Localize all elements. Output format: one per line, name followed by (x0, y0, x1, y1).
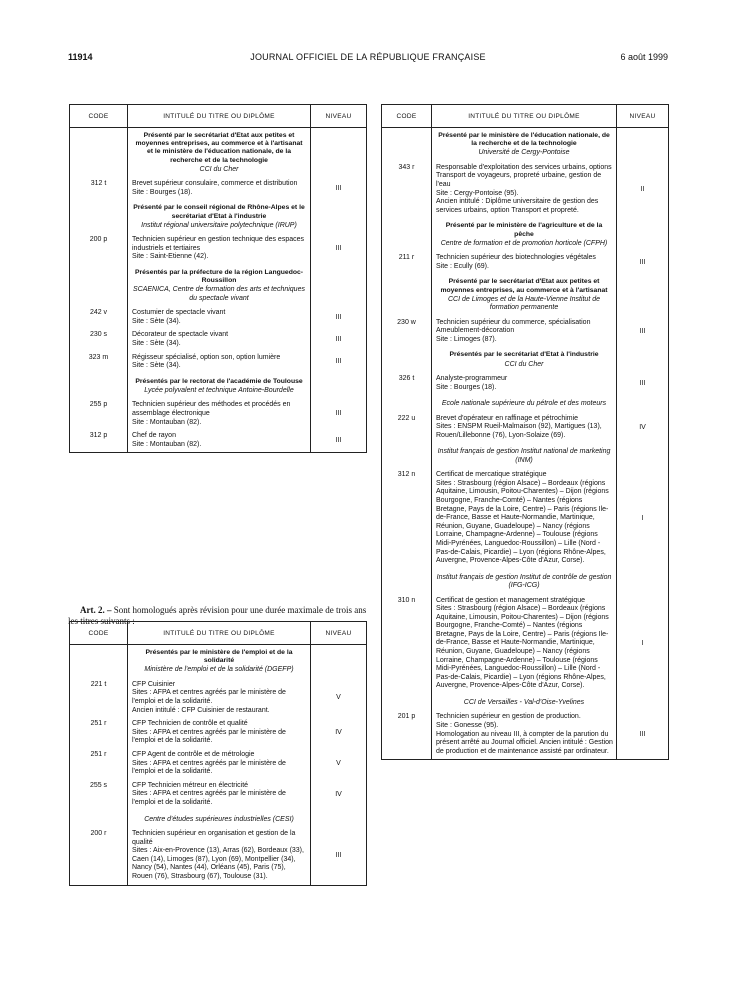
diploma-entry (432, 317, 617, 348)
section-institution: CCI de Limoges et de la Haute-Vienne Institut de formation permanente (447, 295, 601, 312)
diploma-sites: Sites : AFPA et centres agréés par le ministère de l'emploi et de la solidarité. (132, 790, 286, 806)
section-header (128, 374, 311, 400)
section-header (128, 645, 311, 679)
diploma-sites: Site : Sète (34). (132, 340, 181, 347)
diploma-title: CFP Technicien métreur en électricité (132, 781, 249, 789)
diploma-level: V (311, 749, 367, 780)
code-cell (382, 274, 432, 316)
section-header-row (382, 347, 669, 373)
diploma-level: V (311, 679, 367, 718)
code-cell (382, 443, 432, 469)
code-cell (382, 569, 432, 595)
diploma-sites: Sites : AFPA et centres agréés par le ministère de l'emploi et de la solidarité. (132, 689, 286, 705)
section-header-row (382, 218, 669, 252)
diploma-level: III (311, 828, 367, 885)
level-cell (617, 569, 669, 595)
section-presenter: Présentés par le ministère de l'emploi et de la solidarité (145, 649, 293, 665)
diploma-level: III (311, 399, 367, 430)
diploma-entry (128, 234, 311, 265)
diploma-sites: Sites : ENSPM Rueil-Malmaison (92), Martigues (13), Rouen/Lillebonne (76), Lyon-Solaize (69). (436, 423, 602, 439)
level-cell (617, 694, 669, 711)
diploma-sites: Sites : Aix-en-Provence (13), Arras (62), Bordeaux (33), Caen (14), Limoges (87), Lyon (69), Montpellier (34), Nancy (54), Nantes (44), Orléans (45), Paris (75), Rouen (76), Strasbourg (67), Toulouse (31). (132, 847, 304, 880)
diploma-sites: Sites : Strasbourg (région Alsace) – Bordeaux (régions Aquitaine, Limousin, Poitou-Charentes) – Dijon (régions Bourgogne, Franche-Comté) – Nantes (régions Bretagne, Pays de la Loire, Centre) – Paris (régions Ile-de-France, Basse et Haute-Normandie, Martinique, Réunion, Guyane, Guadeloupe) – Nancy (régions Lorraine, Champagne-Ardenne) – Toulouse (régions Midi-Pyrénées, Languedoc-Roussillon) – Lille (Nord - Pas-de-Calais, Picardie) – Lyon (régions Rhône-Alpes, Auvergne, Provence-Alpes-Côte d'Azur, Corse). (436, 479, 609, 565)
diploma-level: III (617, 317, 669, 348)
diploma-title: Costumier de spectacle vivant (132, 309, 226, 317)
diploma-sites: Site : Sète (34). (132, 317, 181, 325)
code-cell (70, 645, 128, 679)
section-header (128, 200, 311, 234)
diploma-entry (128, 430, 311, 453)
diploma-code: 312 t (70, 178, 128, 200)
diploma-sites: Site : Gonesse (95). (436, 722, 499, 730)
level-cell (311, 645, 367, 679)
section-institution: SCAENICA, Centre de formation des arts et techniques du spectacle vivant (133, 286, 305, 302)
section-presenter: Présenté par le secrétariat d'Etat aux petites et moyennes entreprises, au commerce et à l'artisanat (440, 278, 608, 294)
section-header (432, 694, 617, 711)
table-row (70, 679, 367, 718)
diploma-entry (432, 469, 617, 569)
section-header (432, 128, 617, 162)
section-institution: Institut français de gestion Institut national de marketing (INM) (437, 448, 611, 464)
table-row (382, 595, 669, 695)
section-header-row (70, 200, 367, 234)
diploma-level: IV (617, 413, 669, 444)
code-cell (382, 218, 432, 252)
table-row (382, 317, 669, 348)
diploma-title: Technicien supérieur des biotechnologies végétales (436, 254, 596, 262)
diploma-title: Brevet d'opérateur en raffinage et pétrochimie (436, 414, 579, 422)
diploma-level: I (617, 469, 669, 569)
code-cell (382, 347, 432, 373)
diploma-code: 230 w (382, 317, 432, 348)
table-row (70, 307, 367, 329)
section-institution: CCI de Versailles - Val-d'Oise-Yvelines (463, 699, 585, 707)
level-cell (617, 274, 669, 316)
diploma-level: IV (311, 718, 367, 749)
level-cell (311, 374, 367, 400)
table-row (382, 711, 669, 759)
section-header-row (382, 569, 669, 595)
section-header-row (382, 395, 669, 412)
section-presenter: Présenté par le ministère de l'agriculture et de la pêche (445, 222, 603, 238)
diploma-entry (128, 780, 311, 811)
section-header (128, 265, 311, 307)
diploma-code: 310 n (382, 595, 432, 695)
table-row (70, 780, 367, 811)
level-cell (617, 443, 669, 469)
diploma-title: Régisseur spécialisé, option son, option lumière (132, 353, 281, 361)
diploma-code: 312 p (70, 430, 128, 453)
section-presenter: Présentés par le rectorat de l'académie de Toulouse (135, 377, 303, 385)
diploma-title: Décorateur de spectacle vivant (132, 331, 229, 339)
diploma-level: II (617, 162, 669, 219)
section-header (432, 218, 617, 252)
diploma-code: 255 p (70, 399, 128, 430)
diploma-title: Technicien supérieur des méthodes et procédés en assemblage électronique (132, 401, 291, 417)
col-code-header: CODE (70, 622, 128, 645)
table-row (70, 329, 367, 351)
diploma-code: 230 s (70, 329, 128, 351)
code-cell (70, 128, 128, 179)
col-title-header: INTITULÉ DU TITRE OU DIPLÔME (128, 622, 311, 645)
diploma-entry (432, 711, 617, 759)
diploma-sites: Site : Bourges (18). (132, 188, 193, 196)
diploma-code: 312 n (382, 469, 432, 569)
code-cell (70, 265, 128, 307)
col-level-header: NIVEAU (617, 105, 669, 128)
diploma-title: CFP Agent de contrôle et de métrologie (132, 750, 255, 758)
level-cell (617, 395, 669, 412)
diploma-title: Analyste-programmeur (436, 374, 508, 382)
diploma-level: III (617, 252, 669, 274)
diploma-level: III (311, 352, 367, 374)
diploma-sites: Sites : AFPA et centres agréés par le ministère de l'emploi et de la solidarité. (132, 728, 286, 745)
code-cell (382, 395, 432, 412)
section-header (128, 811, 311, 828)
page-header (68, 52, 668, 66)
diploma-title: Technicien supérieur en gestion technique des espaces industriels et tertiaires (132, 236, 305, 252)
table-row (382, 413, 669, 444)
diploma-title: Technicien supérieur en gestion de production. (436, 713, 581, 721)
level-cell (617, 128, 669, 162)
diploma-sites: Site : Montauban (82). (132, 418, 202, 426)
article-label: Art. 2. – (80, 605, 112, 615)
code-cell (70, 374, 128, 400)
diploma-level: III (617, 373, 669, 395)
titles-table-right (381, 104, 669, 760)
section-header-row (382, 128, 669, 162)
section-header-row (70, 811, 367, 828)
section-institution: Université de Cergy-Pontoise (478, 149, 570, 157)
diploma-sites: Sites : Strasbourg (région Alsace) – Bordeaux (régions Aquitaine, Limousin, Poitou-Charentes) – Dijon (régions Bourgogne, Franche-Comté) – Nantes (régions Bretagne, Pays de la Loire, Centre) – Paris (régions Ile-de-France, Basse et Haute-Normandie, Martinique, Réunion, Guyane, Guadeloupe) – Nancy (régions Lorraine, Champagne-Ardenne) – Toulouse (régions Midi-Pyrénées, Languedoc-Roussillon) – Lille (Nord - Pas-de-Calais, Picardie) – Lyon (régions Rhône-Alpes, Auvergne, Provence-Alpes-Côte d'Azur, Corse). (436, 605, 609, 690)
table-row (382, 162, 669, 219)
table-row (70, 749, 367, 780)
diploma-entry (128, 399, 311, 430)
section-header-row (70, 645, 367, 679)
diploma-title: Technicien supérieur du commerce, spécialisation Ameublement-décoration (436, 318, 591, 335)
section-header-row (382, 443, 669, 469)
diploma-code: 251 r (70, 718, 128, 749)
diploma-title: Brevet supérieur consulaire, commerce et distribution (132, 180, 298, 188)
table-row (70, 352, 367, 374)
diploma-code: 221 t (70, 679, 128, 718)
table-row (70, 399, 367, 430)
diploma-level: III (311, 329, 367, 351)
diploma-entry (432, 252, 617, 274)
code-cell (70, 200, 128, 234)
section-header-row (382, 274, 669, 316)
diploma-title: CFP Technicien de contrôle et qualité (132, 720, 248, 728)
col-level-header: NIVEAU (311, 105, 367, 128)
diploma-entry (432, 595, 617, 695)
diploma-entry (128, 307, 311, 329)
diploma-entry (128, 679, 311, 718)
table-row (70, 234, 367, 265)
section-header (128, 128, 311, 179)
level-cell (311, 265, 367, 307)
diploma-level: IV (311, 780, 367, 811)
diploma-entry (128, 329, 311, 351)
section-presenter: Présentés par le secrétariat d'Etat à l'industrie (449, 351, 599, 359)
level-cell (617, 347, 669, 373)
col-code-header: CODE (382, 105, 432, 128)
diploma-level: III (311, 430, 367, 453)
section-header (432, 347, 617, 373)
section-institution: Institut régional universitaire polytechnique (IRUP) (141, 221, 297, 229)
table-row (382, 469, 669, 569)
diploma-level: III (311, 234, 367, 265)
section-header (432, 395, 617, 412)
diploma-title: Certificat de mercatique stratégique (436, 471, 547, 479)
col-level-header: NIVEAU (311, 622, 367, 645)
diploma-sites: Site : Limoges (87). (436, 335, 497, 343)
diploma-code: 326 t (382, 373, 432, 395)
issue-date: 6 août 1999 (620, 52, 668, 62)
diploma-sites: Sites : AFPA et centres agréés par le ministère de l'emploi et de la solidarité. (132, 759, 286, 776)
article-text: Sont homologués après révision pour une durée maximale de trois ans les titres suivants : (68, 605, 367, 626)
table-row (70, 430, 367, 453)
diploma-level: III (311, 307, 367, 329)
section-presenter: Présentés par la préfecture de la région Languedoc-Roussillon (134, 269, 304, 285)
diploma-code: 242 v (70, 307, 128, 329)
section-header (432, 443, 617, 469)
diploma-level: I (617, 595, 669, 695)
diploma-title: Technicien supérieur en organisation et gestion de la qualité (132, 829, 296, 846)
table-row (382, 373, 669, 395)
table-row (70, 828, 367, 885)
code-cell (70, 811, 128, 828)
diploma-code: 222 u (382, 413, 432, 444)
diploma-title: Responsable d'exploitation des services urbains, options Transport de voyageurs, propreté urbaine, gestion de l'eau (436, 163, 612, 188)
col-title-header: INTITULÉ DU TITRE OU DIPLÔME (128, 105, 311, 128)
diploma-code: 323 m (70, 352, 128, 374)
diploma-title: CFP Cuisinier (132, 680, 176, 688)
diploma-entry (128, 352, 311, 374)
diploma-note: Ancien intitulé : Diplôme universitaire de gestion des services urbains, option Transport et propreté. (436, 198, 599, 214)
section-institution: Ecole nationale supérieure du pétrole et des moteurs (441, 400, 607, 408)
diploma-entry (432, 413, 617, 444)
diploma-sites: Site : Montauban (82). (132, 440, 202, 448)
code-cell (382, 694, 432, 711)
diploma-sites: Site : Sète (34). (132, 362, 181, 370)
code-cell (382, 128, 432, 162)
section-header-row (382, 694, 669, 711)
level-cell (617, 218, 669, 252)
section-institution: Ministère de l'emploi et de la solidarité (DGEFP) (144, 666, 294, 674)
diploma-level: III (311, 178, 367, 200)
diploma-level: III (617, 711, 669, 759)
section-header (432, 569, 617, 595)
diploma-note: Homologation au niveau III, à compter de la parution du présent arrêté au Journal officiel. Ancien intitulé : Gestion de production et de maintenance assisté par ordinateur. (436, 730, 613, 755)
diploma-sites: Site : Cergy-Pontoise (95). (436, 189, 519, 197)
page-number: 11914 (68, 52, 93, 62)
diploma-title: Chef de rayon (132, 432, 176, 440)
section-institution: Institut français de gestion Institut de contrôle de gestion (IFG-ICG) (436, 573, 612, 590)
diploma-sites: Site : Bourges (18). (436, 383, 497, 391)
diploma-code: 255 s (70, 780, 128, 811)
diploma-code: 343 r (382, 162, 432, 219)
section-header-row (70, 265, 367, 307)
section-institution: CCI du Cher (504, 360, 544, 368)
section-institution: Lycée polyvalent et technique Antoine-Bourdelle (144, 386, 294, 394)
diploma-code: 200 p (70, 234, 128, 265)
diploma-title: Certificat de gestion et management stratégique (436, 596, 586, 604)
col-code-header: CODE (70, 105, 128, 128)
diploma-entry (128, 718, 311, 749)
level-cell (311, 811, 367, 828)
diploma-note: Ancien intitulé : CFP Cuisinier de restaurant. (132, 706, 270, 714)
diploma-code: 201 p (382, 711, 432, 759)
journal-title: JOURNAL OFFICIEL DE LA RÉPUBLIQUE FRANÇAISE (250, 52, 486, 62)
section-presenter: Présenté par le secrétariat d'Etat aux petites et moyennes entreprises, au commerce et à l'artisanat et le ministère de l'éducation nationale, de la recherche et de la technologie (135, 132, 303, 164)
titles-table-bottom (69, 621, 367, 886)
col-title-header: INTITULÉ DU TITRE OU DIPLÔME (432, 105, 617, 128)
diploma-entry (128, 178, 311, 200)
section-header (432, 274, 617, 316)
section-presenter: Présenté par le conseil régional de Rhône-Alpes et le secrétariat d'Etat à l'industrie (133, 204, 305, 220)
section-header-row (70, 128, 367, 179)
titles-table-left (69, 104, 367, 453)
diploma-entry (128, 749, 311, 780)
section-presenter: Présenté par le ministère de l'éducation nationale, de la recherche et de la technologie (438, 132, 610, 148)
diploma-entry (128, 828, 311, 885)
level-cell (311, 128, 367, 179)
section-header-row (70, 374, 367, 400)
section-institution: CCI du Cher (199, 165, 239, 173)
diploma-sites: Site : Ecully (69). (436, 262, 489, 270)
diploma-code: 200 r (70, 828, 128, 885)
level-cell (311, 200, 367, 234)
table-row (382, 252, 669, 274)
table-row (70, 718, 367, 749)
diploma-code: 251 r (70, 749, 128, 780)
diploma-sites: Site : Saint-Etienne (42). (132, 253, 209, 261)
diploma-entry (432, 162, 617, 219)
diploma-code: 211 r (382, 252, 432, 274)
diploma-entry (432, 373, 617, 395)
table-row (70, 178, 367, 200)
section-institution: Centre de formation et de promotion horticole (CFPH) (440, 239, 608, 247)
section-institution: Centre d'études supérieures industrielles (CESI) (144, 815, 294, 823)
